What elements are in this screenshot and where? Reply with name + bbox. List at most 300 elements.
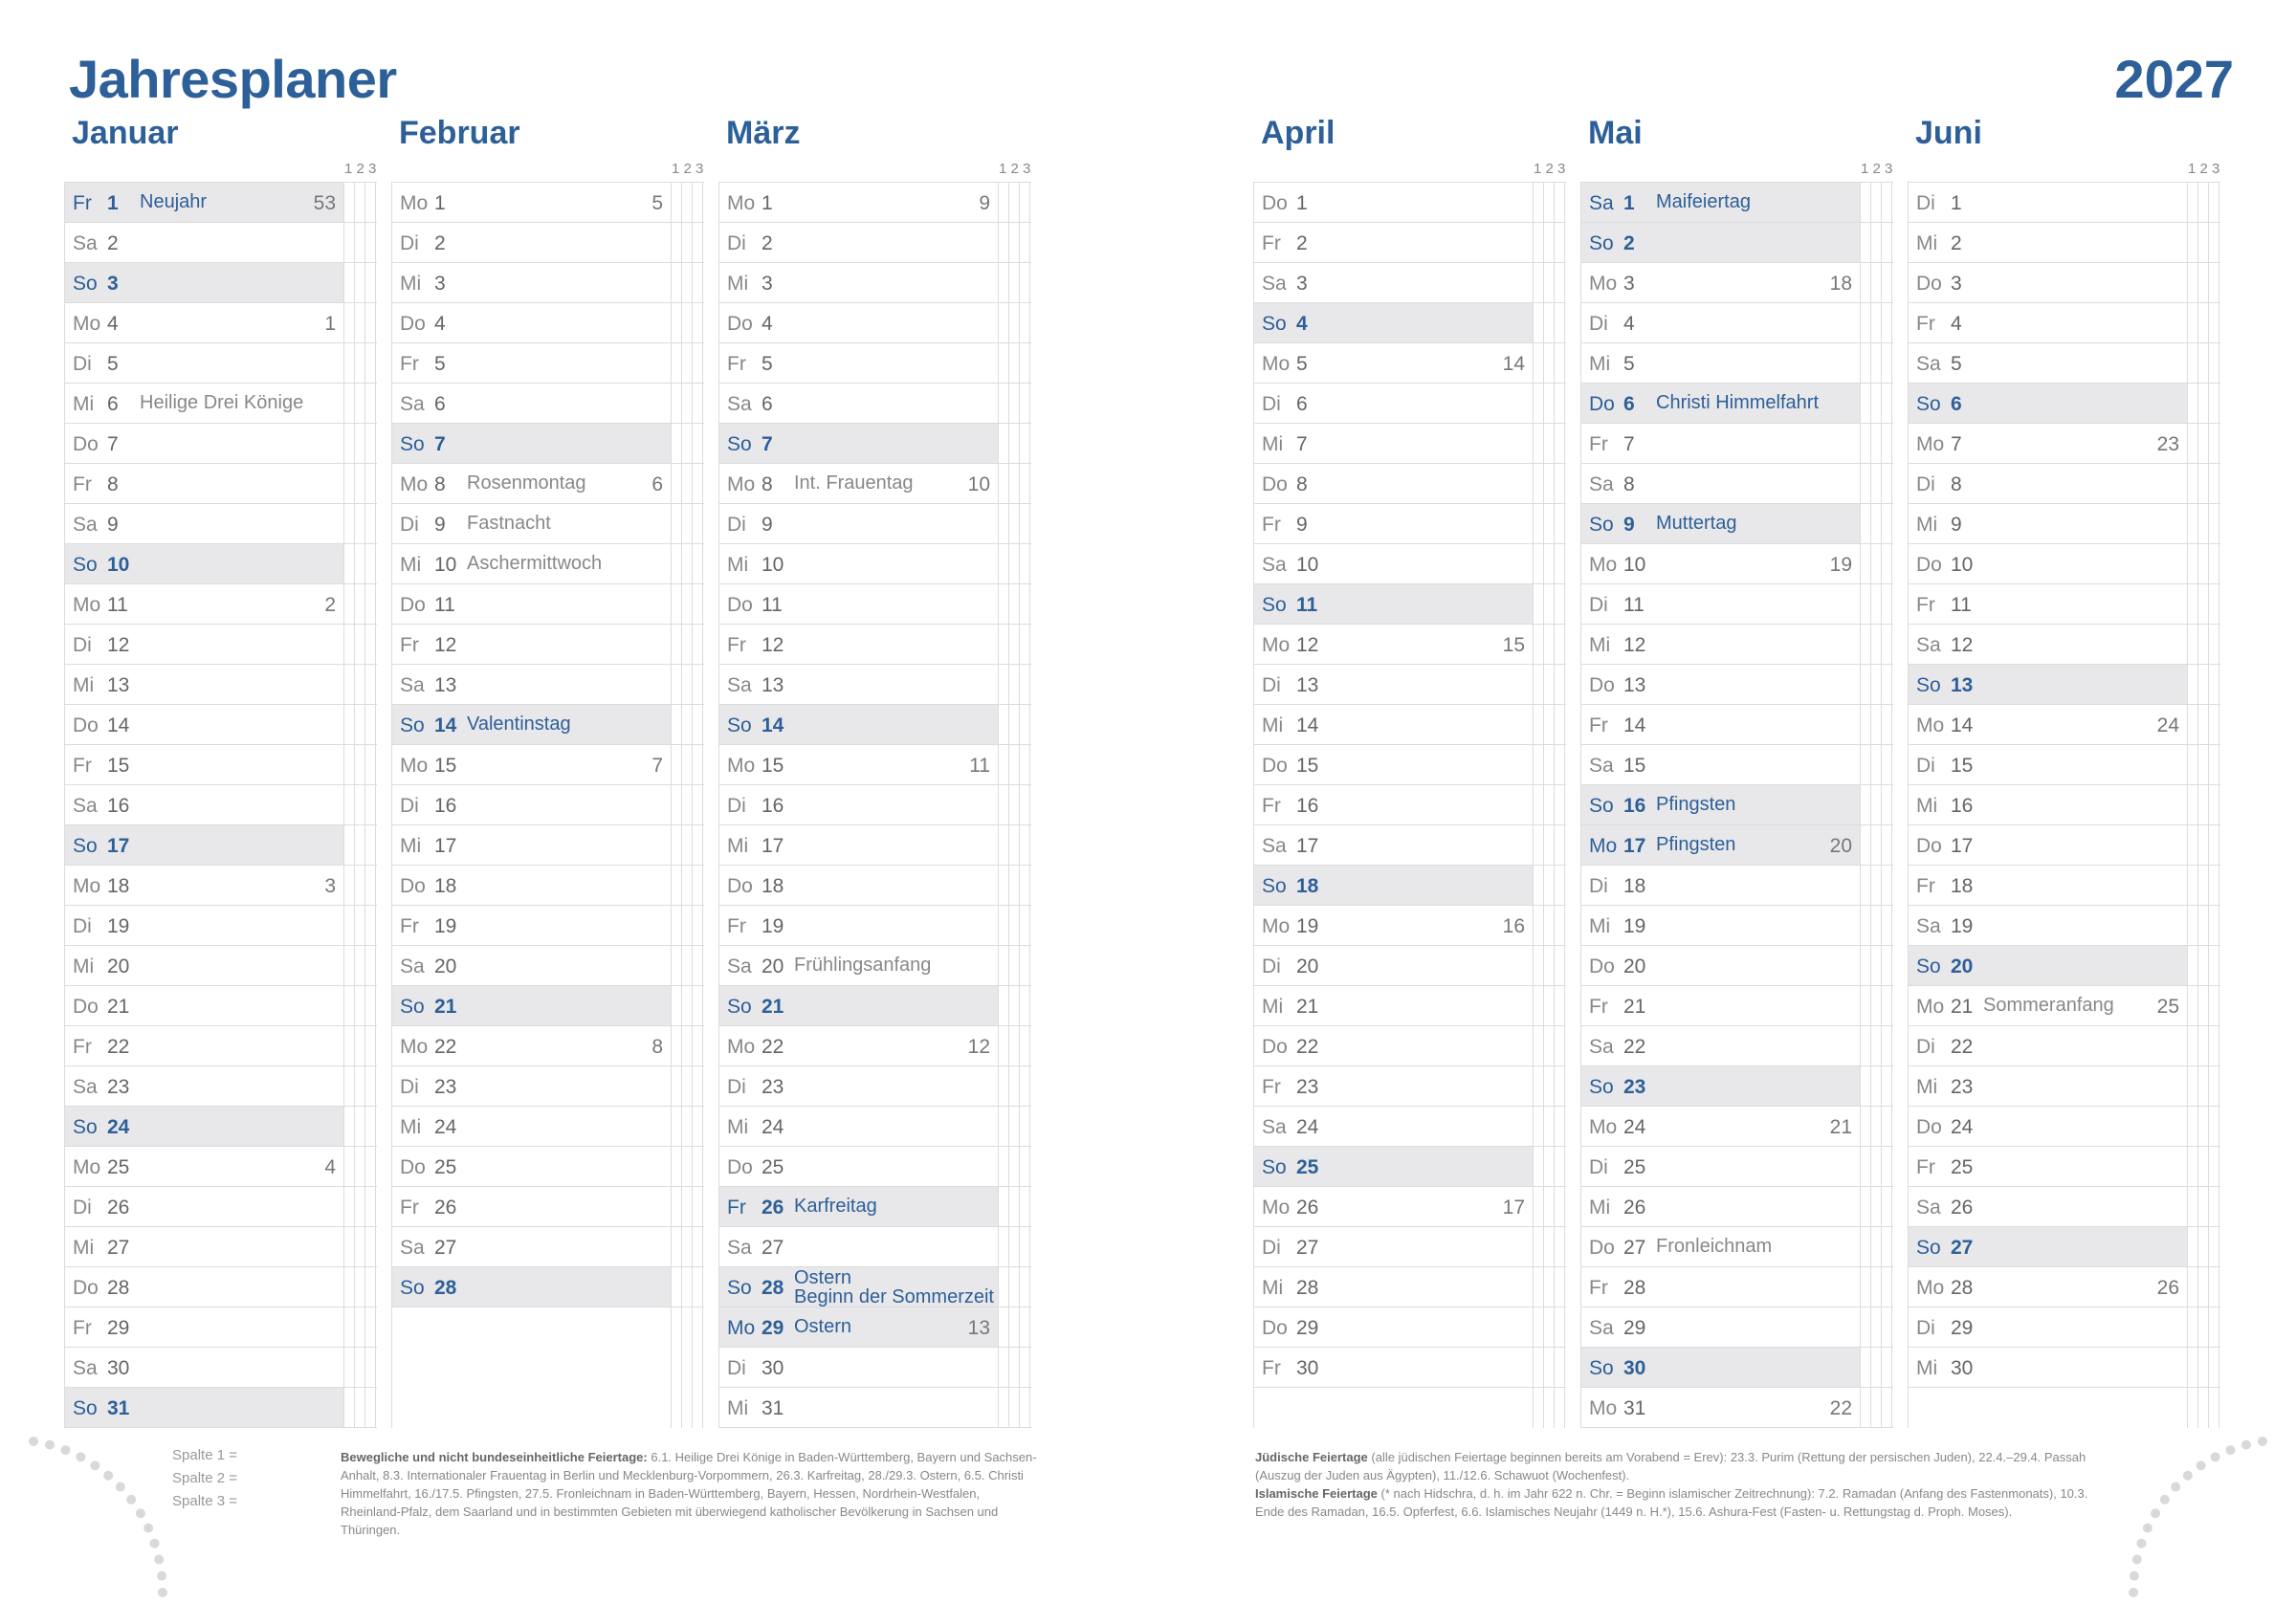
weekday: So: [1262, 594, 1287, 616]
weekday: Mo: [1262, 353, 1291, 375]
weekday: Fr: [1589, 996, 1608, 1018]
day-number: 14: [762, 714, 784, 736]
weekday: Fr: [1916, 1156, 1935, 1178]
weekday: Sa: [1589, 473, 1614, 495]
day-number: 2: [1296, 232, 1308, 254]
weekday: So: [73, 1116, 98, 1138]
day-number: 11: [1951, 594, 1972, 616]
day-number: 26: [762, 1197, 784, 1219]
day-number: 28: [107, 1277, 130, 1299]
day-number: 27: [434, 1237, 457, 1259]
day-number: 5: [1296, 353, 1308, 375]
weekday: So: [727, 714, 752, 736]
day-number: 3: [1623, 273, 1635, 295]
day-number: 1: [762, 192, 773, 214]
weekday: Mi: [1589, 353, 1611, 375]
day-number: 13: [1296, 674, 1319, 696]
day-number: 31: [107, 1397, 130, 1419]
day-number: 18: [1951, 875, 1974, 897]
weekday: Sa: [73, 795, 98, 817]
day-number: 9: [1623, 514, 1635, 536]
weekday: Di: [1916, 1317, 1935, 1339]
day-number: 2: [1951, 232, 1962, 254]
weekday: So: [73, 1397, 98, 1419]
day-number: 21: [1296, 996, 1319, 1018]
weekday: Mo: [400, 192, 429, 214]
day-number: 25: [762, 1156, 784, 1178]
weekday: Mo: [1916, 996, 1945, 1018]
day-number: 8: [1296, 473, 1308, 495]
weekday: Mi: [73, 674, 95, 696]
weekday: Do: [400, 875, 426, 897]
day-number: 10: [1951, 554, 1974, 576]
day-number: 30: [107, 1357, 130, 1379]
weekday: So: [400, 714, 425, 736]
weekday: So: [1916, 1237, 1941, 1259]
footer-holidays-text: 6.1. Heilige Drei Könige in Baden-Württemberg, Bayern und Sachsen-Anhalt, 8.3. Internationaler Frauentag in Berlin und Mecklenburg-Vorpommern, 26.3. Karfreitag, 28./29.3. Ostern, 6.5. Christi Himmelfahrt, 16./17.5. Pfingsten, 27.5. Fronleichnam in Baden-Württemberg, Bayern, Hessen, Nordrhein-Westfalen, Rheinland-Pfalz, dem Saarland und in bestimmten Gebieten mit überwiegend katholischer Bevölkerung in Sachsen und Thüringen.: [341, 1450, 1037, 1537]
week-number: 53: [313, 192, 336, 214]
day-number: 20: [107, 955, 130, 977]
weekday: Fr: [1262, 1076, 1281, 1098]
week-number: 14: [1502, 353, 1525, 375]
dot: [2151, 1508, 2160, 1518]
day-number: 1: [107, 192, 119, 214]
weekday: Di: [400, 795, 419, 817]
weekday: Di: [1916, 755, 1935, 777]
weekday: Mi: [727, 554, 749, 576]
weekday: Mo: [727, 1036, 756, 1058]
day-number: 11: [762, 594, 783, 616]
weekday: Sa: [1589, 755, 1614, 777]
day-number: 3: [107, 273, 119, 295]
day-number: 28: [434, 1277, 457, 1299]
day-number: 30: [1623, 1357, 1646, 1379]
day-number: 25: [107, 1156, 130, 1178]
day-number: 18: [762, 875, 784, 897]
weekday: So: [1589, 514, 1614, 536]
day-number: 22: [434, 1036, 457, 1058]
dot: [76, 1452, 85, 1461]
weekday: Mi: [727, 273, 749, 295]
weekday: Sa: [727, 955, 752, 977]
week-number: 9: [979, 192, 990, 214]
day-number: 4: [107, 313, 119, 335]
day-number: 29: [762, 1317, 784, 1339]
day-number: 24: [107, 1116, 130, 1138]
weekday: Mi: [400, 554, 422, 576]
weekday: Di: [73, 915, 92, 937]
day-number: 21: [107, 996, 130, 1018]
weekday: Mi: [1262, 1277, 1284, 1299]
weekday: Fr: [1589, 433, 1608, 455]
day-number: 2: [107, 232, 119, 254]
day-number: 5: [434, 353, 446, 375]
weekday: So: [1262, 313, 1287, 335]
day-number: 19: [1951, 915, 1974, 937]
day-number: 13: [1951, 674, 1974, 696]
weekday: Sa: [1262, 835, 1287, 857]
dot: [157, 1571, 166, 1581]
weekday: Sa: [400, 393, 425, 415]
day-number: 7: [1296, 433, 1308, 455]
day-number: 1: [434, 192, 446, 214]
day-number: 21: [434, 996, 457, 1018]
day-number: 19: [107, 915, 130, 937]
weekday: Sa: [73, 1076, 98, 1098]
column-legend-1: Spalte 1 =: [172, 1447, 237, 1463]
weekday: Mo: [727, 755, 756, 777]
weekday: Mo: [1589, 554, 1618, 576]
week-number: 4: [324, 1156, 336, 1178]
holiday-label: Maifeiertag: [1656, 191, 1751, 212]
weekday: Di: [400, 1076, 419, 1098]
weekday: Do: [1916, 554, 1942, 576]
weekday: Mo: [727, 192, 756, 214]
weekday: Fr: [400, 915, 419, 937]
weekday: Di: [1589, 875, 1608, 897]
day-number: 1: [1951, 192, 1962, 214]
weekday: Sa: [73, 1357, 98, 1379]
weekday: Do: [727, 875, 753, 897]
weekday: So: [400, 996, 425, 1018]
dot: [2241, 1440, 2251, 1450]
dot: [2211, 1452, 2220, 1461]
weekday: Di: [73, 353, 92, 375]
weekday: Di: [1916, 1036, 1935, 1058]
weekday: Do: [400, 313, 426, 335]
month-name: Januar: [72, 115, 179, 151]
weekday: Mo: [1589, 835, 1618, 857]
day-number: 14: [107, 714, 130, 736]
weekday: Fr: [73, 1317, 92, 1339]
day-number: 27: [762, 1237, 784, 1259]
weekday: Sa: [1589, 1317, 1614, 1339]
day-number: 29: [1951, 1317, 1974, 1339]
weekday: Di: [1589, 313, 1608, 335]
day-number: 30: [1296, 1357, 1319, 1379]
holiday-label: Karfreitag: [794, 1196, 877, 1217]
month-name: Mai: [1588, 115, 1643, 151]
holiday-label: Ostern: [794, 1316, 852, 1337]
weekday: Do: [400, 594, 426, 616]
day-number: 23: [1623, 1076, 1646, 1098]
day-number: 31: [1623, 1397, 1646, 1419]
week-number: 3: [324, 875, 336, 897]
day-number: 10: [434, 554, 457, 576]
day-number: 11: [1296, 594, 1318, 616]
weekday: Do: [400, 1156, 426, 1178]
day-number: 17: [1296, 835, 1319, 857]
weekday: So: [73, 273, 98, 295]
weekday: Do: [73, 996, 99, 1018]
day-number: 31: [762, 1397, 784, 1419]
weekday: So: [400, 433, 425, 455]
weekday: So: [1589, 1357, 1614, 1379]
day-number: 24: [1951, 1116, 1974, 1138]
day-number: 10: [1296, 554, 1319, 576]
dot: [2136, 1539, 2146, 1548]
day-number: 20: [1951, 955, 1974, 977]
month-name: März: [726, 115, 801, 151]
holiday-label: Neujahr: [140, 191, 208, 212]
week-number: 2: [324, 594, 336, 616]
weekday: Do: [1916, 835, 1942, 857]
day-number: 1: [1296, 192, 1308, 214]
day-number: 22: [1951, 1036, 1974, 1058]
weekday: Sa: [1916, 353, 1941, 375]
day-number: 22: [1623, 1036, 1646, 1058]
weekday: Di: [1262, 1237, 1281, 1259]
day-number: 23: [107, 1076, 130, 1098]
day-number: 22: [107, 1036, 130, 1058]
day-number: 11: [107, 594, 128, 616]
week-number: 1: [324, 313, 336, 335]
footer-jewish-text: (alle jüdischen Feiertage beginnen bereits am Vorabend = Erev): 23.3. Purim (Rettung der persischen Juden), 22.4.–29.4. Passah (Auszug der Juden aus Ägypten), 11./12.6. Schawuot (Wochenfest).: [1255, 1450, 2086, 1482]
week-number: 12: [967, 1036, 990, 1058]
dot: [126, 1495, 136, 1504]
day-number: 14: [434, 714, 457, 736]
day-number: 3: [1951, 273, 1962, 295]
day-number: 6: [1296, 393, 1308, 415]
weekday: Fr: [73, 192, 92, 214]
week-number: 11: [969, 755, 990, 777]
day-number: 15: [434, 755, 457, 777]
weekday: Do: [1262, 1036, 1288, 1058]
weekday: Fr: [400, 353, 419, 375]
footer-religious-note: [1255, 1448, 2116, 1521]
weekday: Di: [73, 634, 92, 656]
weekday: Do: [1262, 192, 1288, 214]
day-number: 5: [107, 353, 119, 375]
day-number: 14: [1951, 714, 1974, 736]
day-number: 16: [762, 795, 784, 817]
day-number: 20: [1623, 955, 1646, 977]
weekday: Mo: [1262, 634, 1291, 656]
dot: [154, 1554, 164, 1564]
day-number: 23: [1296, 1076, 1319, 1098]
day-number: 17: [107, 835, 130, 857]
weekday: Mi: [1916, 1076, 1938, 1098]
weekday: Do: [1589, 674, 1615, 696]
day-number: 25: [1951, 1156, 1974, 1178]
day-number: 3: [1296, 273, 1308, 295]
month-name: Juni: [1915, 115, 1982, 151]
day-number: 6: [434, 393, 446, 415]
weekday: Do: [1262, 1317, 1288, 1339]
dot: [2160, 1495, 2170, 1504]
column-legend: [172, 1444, 237, 1513]
day-number: 26: [434, 1197, 457, 1219]
day-number: 2: [1623, 232, 1635, 254]
day-number: 17: [1951, 835, 1974, 857]
weekday: Mo: [1589, 1116, 1618, 1138]
weekday: Mo: [1262, 915, 1291, 937]
weekday: Sa: [400, 955, 425, 977]
weekday: Mo: [1916, 1277, 1945, 1299]
weekday: Fr: [73, 1036, 92, 1058]
footer-islamic-heading: Islamische Feiertage: [1255, 1486, 1378, 1501]
holiday-label: Valentinstag: [467, 714, 571, 735]
weekday: Mi: [1262, 714, 1284, 736]
weekday: Sa: [400, 674, 425, 696]
weekday: Sa: [1262, 273, 1287, 295]
weekday: So: [1916, 955, 1941, 977]
day-number: 7: [434, 433, 446, 455]
weekday: Mo: [400, 1036, 429, 1058]
day-number: 16: [107, 795, 130, 817]
day-number: 23: [762, 1076, 784, 1098]
day-number: 15: [107, 755, 130, 777]
dot: [158, 1588, 167, 1597]
day-number: 15: [1623, 755, 1646, 777]
day-number: 28: [1951, 1277, 1974, 1299]
weekday: Fr: [73, 473, 92, 495]
day-number: 19: [1623, 915, 1646, 937]
day-number: 2: [762, 232, 773, 254]
weekday: So: [727, 1277, 752, 1299]
day-number: 10: [1623, 554, 1646, 576]
dot: [2225, 1445, 2235, 1455]
weekday: Mo: [400, 473, 429, 495]
weekday: Fr: [400, 634, 419, 656]
week-number: 20: [1829, 835, 1852, 857]
weekday: Mi: [1262, 996, 1284, 1018]
day-number: 1: [1623, 192, 1635, 214]
weekday: So: [73, 835, 98, 857]
month-name: April: [1261, 115, 1336, 151]
footer-holidays-heading: Bewegliche und nicht bundeseinheitliche Feiertage:: [341, 1450, 648, 1464]
weekday: Mi: [400, 273, 422, 295]
footer-holidays-note: [341, 1448, 1039, 1539]
day-number: 29: [1623, 1317, 1646, 1339]
week-number: 22: [1829, 1397, 1852, 1419]
day-number: 25: [1623, 1156, 1646, 1178]
day-number: 19: [434, 915, 457, 937]
day-number: 5: [762, 353, 773, 375]
holiday-label: Int. Frauentag: [794, 472, 914, 494]
holiday-label: Fronleichnam: [1656, 1236, 1773, 1257]
weekday: Mo: [1589, 273, 1618, 295]
weekday: Sa: [73, 232, 98, 254]
weekday: Mi: [1262, 433, 1284, 455]
dot: [2258, 1437, 2267, 1446]
column-numbers: 1 2 3: [1861, 161, 1893, 177]
weekday: Sa: [1262, 1116, 1287, 1138]
dot: [2129, 1588, 2138, 1597]
column-numbers: 1 2 3: [1534, 161, 1566, 177]
day-number: 24: [762, 1116, 784, 1138]
weekday: Fr: [1262, 795, 1281, 817]
weekday: So: [727, 996, 752, 1018]
weekday: Fr: [1589, 714, 1608, 736]
weekday: Do: [73, 433, 99, 455]
dot: [136, 1508, 145, 1518]
week-number: 5: [651, 192, 663, 214]
day-number: 24: [1623, 1116, 1646, 1138]
weekday: Sa: [1916, 915, 1941, 937]
day-number: 9: [1951, 514, 1962, 536]
column-numbers: 1 2 3: [2188, 161, 2220, 177]
column-numbers: 1 2 3: [672, 161, 704, 177]
weekday: So: [1916, 393, 1941, 415]
dot: [29, 1437, 38, 1446]
holiday-label: Aschermittwoch: [467, 553, 603, 574]
weekday: Mi: [1916, 514, 1938, 536]
day-number: 26: [1623, 1197, 1646, 1219]
day-number: 16: [1623, 795, 1646, 817]
weekday: Do: [1916, 273, 1942, 295]
day-number: 7: [1951, 433, 1962, 455]
day-number: 11: [1623, 594, 1645, 616]
day-number: 4: [762, 313, 773, 335]
year-label: 2027: [2114, 49, 2234, 109]
weekday: Di: [1589, 594, 1608, 616]
day-number: 17: [1623, 835, 1646, 857]
day-number: 26: [1296, 1197, 1319, 1219]
weekday: So: [73, 554, 98, 576]
weekday: Do: [1916, 1116, 1942, 1138]
week-number: 13: [967, 1317, 990, 1339]
weekday: Mi: [400, 1116, 422, 1138]
day-number: 27: [1623, 1237, 1646, 1259]
day-number: 7: [107, 433, 119, 455]
day-number: 15: [1296, 755, 1319, 777]
holiday-label: Pfingsten: [1656, 794, 1736, 815]
weekday: Mi: [727, 1397, 749, 1419]
dot: [2132, 1554, 2142, 1564]
weekday: Mi: [1916, 232, 1938, 254]
weekday: Mi: [727, 835, 749, 857]
weekday: So: [727, 433, 752, 455]
weekday: So: [400, 1277, 425, 1299]
weekday: Do: [1589, 955, 1615, 977]
weekday: Di: [727, 514, 746, 536]
weekday: Di: [727, 795, 746, 817]
weekday: Fr: [73, 755, 92, 777]
weekday: Di: [73, 1197, 92, 1219]
weekday: Di: [1589, 1156, 1608, 1178]
day-number: 21: [762, 996, 784, 1018]
weekday: Sa: [1589, 1036, 1614, 1058]
dot: [103, 1471, 113, 1481]
dot: [90, 1460, 99, 1470]
weekday: Sa: [727, 393, 752, 415]
day-number: 7: [1623, 433, 1635, 455]
dot: [150, 1539, 160, 1548]
day-number: 13: [107, 674, 130, 696]
day-number: 23: [434, 1076, 457, 1098]
holiday-label: Heilige Drei Könige: [140, 392, 304, 413]
week-number: 18: [1829, 273, 1852, 295]
weekday: Do: [73, 714, 99, 736]
weekday: Mo: [73, 313, 101, 335]
day-number: 30: [1951, 1357, 1974, 1379]
holiday-line-1: Ostern: [794, 1267, 852, 1288]
column-numbers: 1 2 3: [344, 161, 377, 177]
holiday-line-2: Beginn der Sommerzeit: [794, 1286, 994, 1307]
day-number: 29: [107, 1317, 130, 1339]
day-number: 2: [434, 232, 446, 254]
weekday: Di: [727, 1357, 746, 1379]
weekday: Mi: [1589, 1197, 1611, 1219]
weekday: Sa: [73, 514, 98, 536]
week-number: 10: [967, 473, 990, 495]
week-number: 19: [1829, 554, 1852, 576]
dot: [61, 1445, 71, 1455]
weekday: Fr: [1916, 313, 1935, 335]
weekday: Sa: [400, 1237, 425, 1259]
day-number: 27: [1296, 1237, 1319, 1259]
